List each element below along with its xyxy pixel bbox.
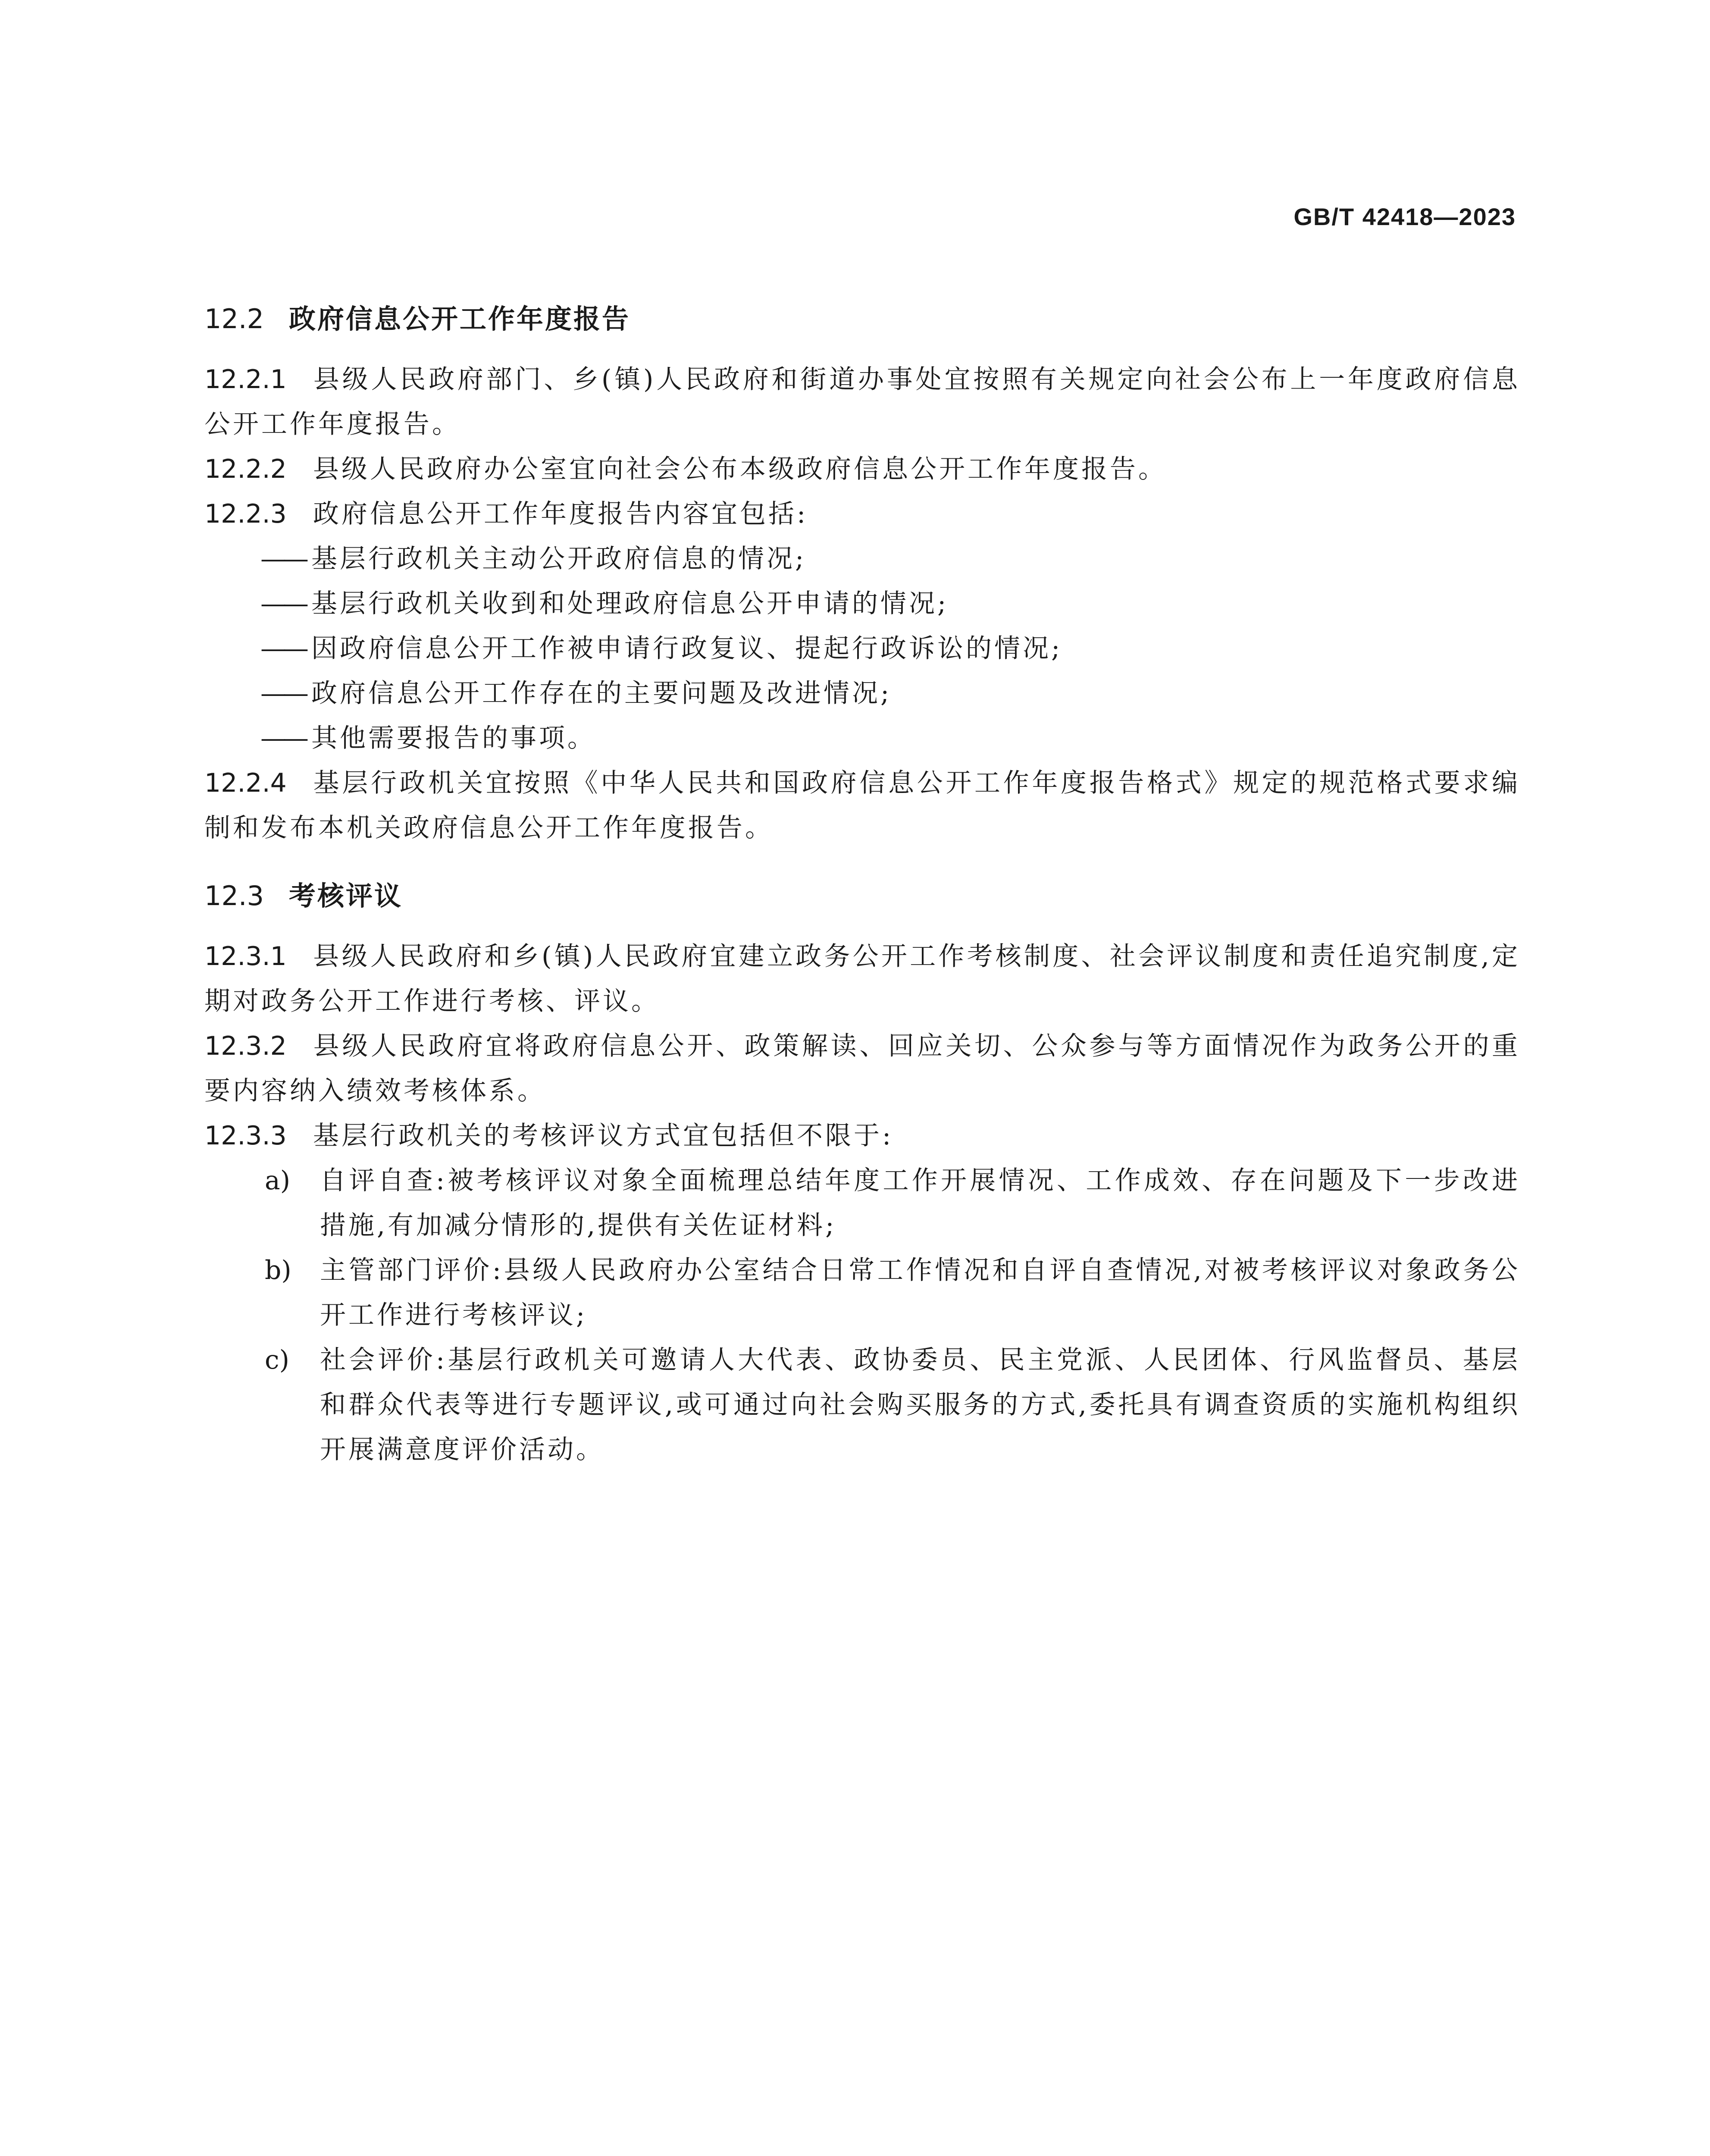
- list-item: [204, 1248, 1520, 1338]
- section-number: 12.3: [204, 880, 264, 912]
- section-title: 政府信息公开工作年度报告: [289, 303, 631, 335]
- dash-item-text: 基层行政机关收到和处理政府信息公开申请的情况;: [311, 589, 949, 619]
- clause-paragraph: [204, 357, 1520, 447]
- list-item: [204, 1338, 1520, 1472]
- clause-paragraph: [204, 447, 1520, 492]
- clause-paragraph: [204, 492, 1520, 536]
- dash-list-item: [204, 536, 1520, 581]
- section-number: 12.2: [204, 303, 264, 335]
- clause-number: 12.2.1: [204, 364, 287, 395]
- dash-marker: ——: [260, 678, 305, 708]
- document-body: [204, 298, 1520, 1472]
- dash-list-item: [204, 716, 1520, 761]
- list-item-text: 社会评价:基层行政机关可邀请人大代表、政协委员、民主党派、人民团体、行风监督员、基层和群众代表等进行专题评议,或可通过向社会购买服务的方式,委托具有调查资质的实施机构组织开展满意度评价活动。: [320, 1345, 1520, 1465]
- list-item-text: 自评自查:被考核评议对象全面梳理总结年度工作开展情况、工作成效、存在问题及下一步改进措施,有加减分情形的,提供有关佐证材料;: [320, 1166, 1520, 1241]
- section-title: 考核评议: [289, 880, 403, 912]
- clause-number: 12.3.2: [204, 1031, 287, 1061]
- dash-item-text: 因政府信息公开工作被申请行政复议、提起行政诉讼的情况;: [311, 633, 1063, 664]
- dash-marker: ——: [260, 544, 305, 574]
- list-marker: a): [265, 1166, 291, 1196]
- clause-text: 县级人民政府部门、乡(镇)人民政府和街道办事处宜按照有关规定向社会公布上一年度政府信息公开工作年度报告。: [204, 364, 1520, 439]
- clause-number: 12.3.3: [204, 1121, 287, 1151]
- clause-paragraph: [204, 1024, 1520, 1113]
- list-item: [204, 1158, 1520, 1248]
- clause-text: 县级人民政府办公室宜向社会公布本级政府信息公开工作年度报告。: [313, 454, 1167, 484]
- clause-text: 基层行政机关的考核评议方式宜包括但不限于:: [313, 1121, 894, 1151]
- clause-number: 12.2.4: [204, 768, 287, 798]
- clause-paragraph: [204, 1113, 1520, 1158]
- section-heading: [204, 298, 1520, 341]
- clause-number: 12.3.1: [204, 941, 287, 971]
- dash-item-text: 政府信息公开工作存在的主要问题及改进情况;: [311, 678, 892, 708]
- dash-marker: ——: [260, 633, 305, 664]
- clause-number: 12.2.3: [204, 499, 287, 529]
- clause-text: 县级人民政府和乡(镇)人民政府宜建立政务公开工作考核制度、社会评议制度和责任追究制度,定期对政务公开工作进行考核、评议。: [204, 941, 1520, 1016]
- clause-number: 12.2.2: [204, 454, 287, 484]
- list-item-text: 主管部门评价:县级人民政府办公室结合日常工作情况和自评自查情况,对被考核评议对象政务公开工作进行考核评议;: [320, 1255, 1520, 1330]
- list-marker: b): [265, 1255, 291, 1285]
- dash-item-text: 基层行政机关主动公开政府信息的情况;: [311, 544, 807, 574]
- clause-text: 政府信息公开工作年度报告内容宜包括:: [313, 499, 808, 529]
- dash-list-item: [204, 626, 1520, 671]
- list-marker: c): [265, 1345, 290, 1375]
- section-heading: [204, 874, 1520, 918]
- standard-code: GB/T 42418—2023: [1293, 203, 1516, 230]
- clause-text: 县级人民政府宜将政府信息公开、政策解读、回应关切、公众参与等方面情况作为政务公开的重要内容纳入绩效考核体系。: [204, 1031, 1520, 1106]
- dash-list-item: [204, 581, 1520, 626]
- clause-text: 基层行政机关宜按照《中华人民共和国政府信息公开工作年度报告格式》规定的规范格式要求编制和发布本机关政府信息公开工作年度报告。: [204, 768, 1520, 843]
- clause-paragraph: [204, 934, 1520, 1024]
- clause-paragraph: [204, 761, 1520, 850]
- dash-marker: ——: [260, 723, 305, 753]
- dash-item-text: 其他需要报告的事项。: [311, 723, 596, 753]
- dash-marker: ——: [260, 589, 305, 619]
- dash-list-item: [204, 671, 1520, 716]
